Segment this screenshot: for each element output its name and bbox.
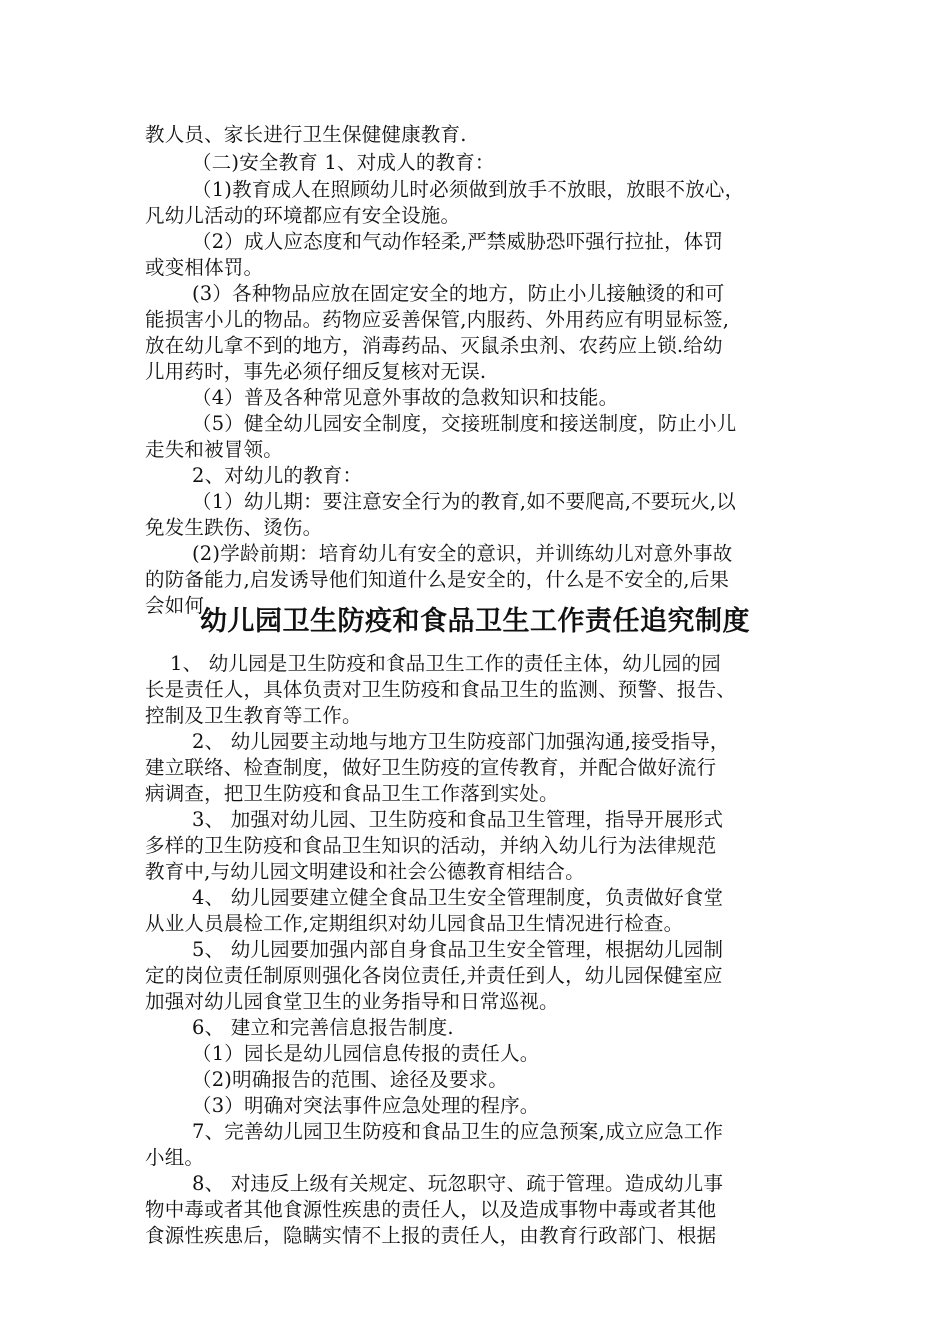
paragraph-line: 放在幼儿拿不到的地方，消毒药品、灭鼠杀虫剂、农药应上锁.给幼 bbox=[145, 334, 723, 357]
paragraph-line: 病调查，把卫生防疫和食品卫生工作落到实处。 bbox=[145, 782, 559, 805]
paragraph-line: 儿用药时，事先必须仔细反复核对无误. bbox=[145, 360, 487, 383]
paragraph-line: 会如何。 bbox=[145, 594, 224, 617]
paragraph-line: 教人员、家长进行卫生保健健康教育. bbox=[145, 123, 467, 146]
paragraph-line: 建立联络、检查制度，做好卫生防疫的宣传教育，并配合做好流行 bbox=[145, 756, 717, 779]
paragraph-line: 或变相体罚。 bbox=[145, 256, 264, 279]
paragraph-line: 3、 加强对幼儿园、卫生防疫和食品卫生管理，指导开展形式 bbox=[192, 808, 724, 831]
paragraph-line: （3）明确对突法事件应急处理的程序。 bbox=[192, 1094, 540, 1117]
paragraph-line: 加强对幼儿园食堂卫生的业务指导和日常巡视。 bbox=[145, 990, 559, 1013]
paragraph-line: 教育中,与幼儿园文明建设和社会公德教育相结合。 bbox=[145, 860, 585, 883]
paragraph-line: 4、 幼儿园要建立健全食品卫生安全管理制度，负责做好食堂 bbox=[192, 886, 724, 909]
paragraph-line: 6、 建立和完善信息报告制度. bbox=[192, 1016, 454, 1039]
paragraph-line: （1)教育成人在照顾幼儿时必须做到放手不放眼，放眼不放心， bbox=[192, 178, 745, 201]
paragraph-line: （1）幼儿期：要注意安全行为的教育,如不要爬高,不要玩火,以 bbox=[192, 490, 737, 513]
paragraph-line: 8、 对违反上级有关规定、玩忽职守、疏于管理。造成幼儿事 bbox=[192, 1172, 724, 1195]
paragraph-line: 从业人员晨检工作,定期组织对幼儿园食品卫生情况进行检查。 bbox=[145, 912, 684, 935]
paragraph-line: （二)安全教育 1、对成人的教育： bbox=[192, 151, 495, 174]
paragraph-line: 7、完善幼儿园卫生防疫和食品卫生的应急预案,成立应急工作 bbox=[192, 1120, 724, 1143]
paragraph-line: 凡幼儿活动的环境都应有安全设施。 bbox=[145, 204, 461, 227]
paragraph-line: （1）园长是幼儿园信息传报的责任人。 bbox=[192, 1042, 540, 1065]
paragraph-line: （2）成人应态度和气动作轻柔,严禁威胁恐吓强行拉扯，体罚 bbox=[192, 230, 724, 253]
paragraph-line: 物中毒或者其他食源性疾患的责任人，以及造成事物中毒或者其他 bbox=[145, 1198, 717, 1221]
paragraph-line: 走失和被冒领。 bbox=[145, 438, 283, 461]
paragraph-line: 2、 幼儿园要主动地与地方卫生防疫部门加强沟通,接受指导， bbox=[192, 730, 730, 753]
paragraph-line: （4）普及各种常见意外事故的急救知识和技能。 bbox=[192, 386, 619, 409]
paragraph-line: （2)明确报告的范围、途径及要求。 bbox=[192, 1068, 508, 1091]
paragraph-line: 定的岗位责任制原则强化各岗位责任,并责任到人，幼儿园保健室应 bbox=[145, 964, 723, 987]
paragraph-line: 长是责任人，具体负责对卫生防疫和食品卫生的监测、预警、报告、 bbox=[145, 678, 737, 701]
paragraph-line: 食源性疾患后，隐瞒实情不上报的责任人，由教育行政部门、根据 bbox=[145, 1224, 717, 1247]
paragraph-line: （5）健全幼儿园安全制度，交接班制度和接送制度，防止小儿 bbox=[192, 412, 737, 435]
paragraph-line: 小组。 bbox=[145, 1146, 205, 1169]
paragraph-line: 能损害小儿的物品。药物应妥善保管,内服药、外用药应有明显标签, bbox=[145, 308, 730, 331]
paragraph-line: 控制及卫生教育等工作。 bbox=[145, 704, 362, 727]
paragraph-line: 的防备能力,启发诱导他们知道什么是安全的，什么是不安全的,后果 bbox=[145, 568, 730, 591]
paragraph-line: 多样的卫生防疫和食品卫生知识的活动，并纳入幼儿行为法律规范 bbox=[145, 834, 717, 857]
paragraph-line: (3）各种物品应放在固定安全的地方，防止小儿接触烫的和可 bbox=[192, 282, 725, 305]
paragraph-line: 1、 幼儿园是卫生防疫和食品卫生工作的责任主体，幼儿园的园 bbox=[170, 652, 721, 675]
paragraph-line: 免发生跌伤、烫伤。 bbox=[145, 516, 323, 539]
paragraph-line: (2)学龄前期：培育幼儿有安全的意识，并训练幼儿对意外事故 bbox=[192, 542, 733, 565]
section-title: 幼儿园卫生防疫和食品卫生工作责任追究制度 bbox=[200, 606, 750, 637]
paragraph-line: 2、对幼儿的教育： bbox=[192, 464, 363, 487]
paragraph-line: 5、 幼儿园要加强内部自身食品卫生安全管理，根据幼儿园制 bbox=[192, 938, 724, 961]
